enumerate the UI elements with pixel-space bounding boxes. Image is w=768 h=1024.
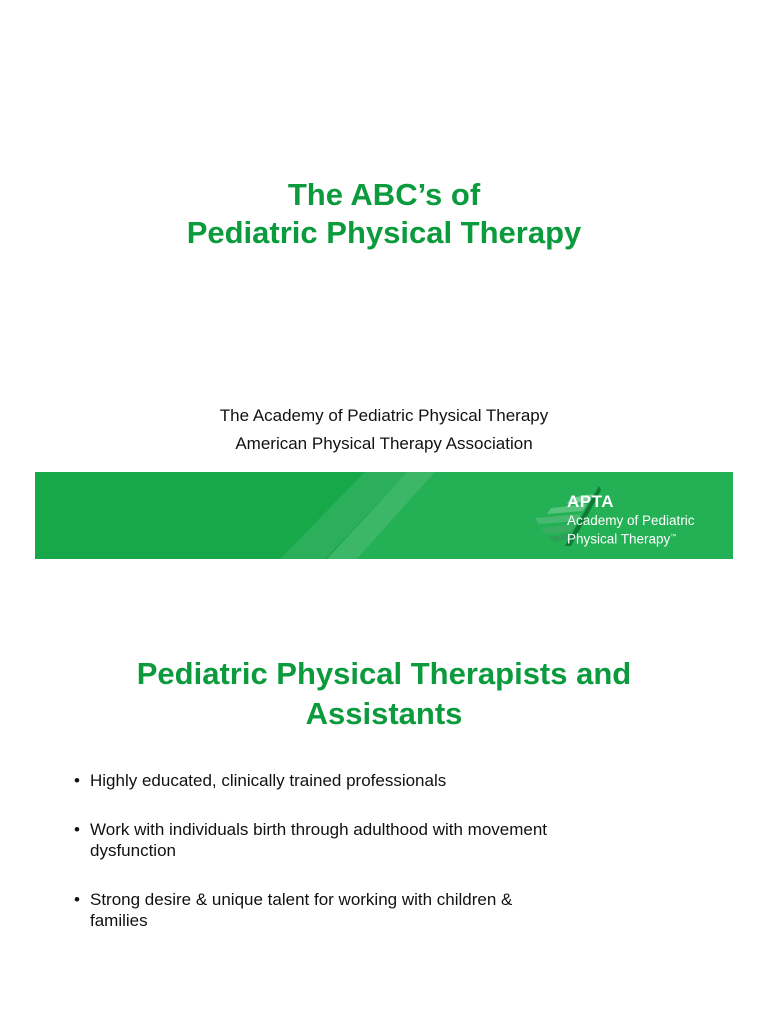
slide-2-heading: [0, 654, 768, 734]
bullet-item-text-continued: dysfunction: [90, 841, 176, 860]
bullet-item: [74, 770, 674, 791]
bullet-item-text: Work with individuals birth through adulthood with movement: [90, 820, 548, 839]
trademark-symbol: ™: [670, 534, 677, 540]
logo-org-line-2-text: Physical Therapy: [567, 531, 671, 547]
slide-subtitle: [0, 402, 768, 458]
logo-org-line-1: Academy of Pediatric: [567, 513, 695, 528]
bullet-item-text: Strong desire & unique talent for working with children &: [90, 890, 513, 909]
apta-logo-wordmark: [567, 492, 695, 548]
slide-2: [0, 600, 768, 1024]
bullet-item: [74, 819, 674, 861]
bullet-item-text-continued: families: [90, 911, 148, 930]
slide-title: [0, 176, 768, 252]
subtitle-line-1: The Academy of Pediatric Physical Therapy: [219, 406, 549, 425]
slide-2-heading-line-1: Pediatric Physical Therapists and: [136, 656, 632, 691]
logo-acronym: APTA: [567, 492, 615, 511]
subtitle-line-2: American Physical Therapy Association: [235, 434, 533, 453]
bullet-list: [74, 770, 674, 959]
bullet-item: [74, 889, 674, 931]
apta-banner: [35, 472, 733, 559]
bullet-item-text: Highly educated, clinically trained professionals: [90, 771, 447, 790]
slide-2-heading-line-2: Assistants: [305, 696, 463, 731]
logo-org-line-2: [567, 529, 695, 548]
slide-title-line-1: The ABC’s of: [287, 177, 481, 212]
slide-title-line-2: Pediatric Physical Therapy: [186, 215, 582, 250]
